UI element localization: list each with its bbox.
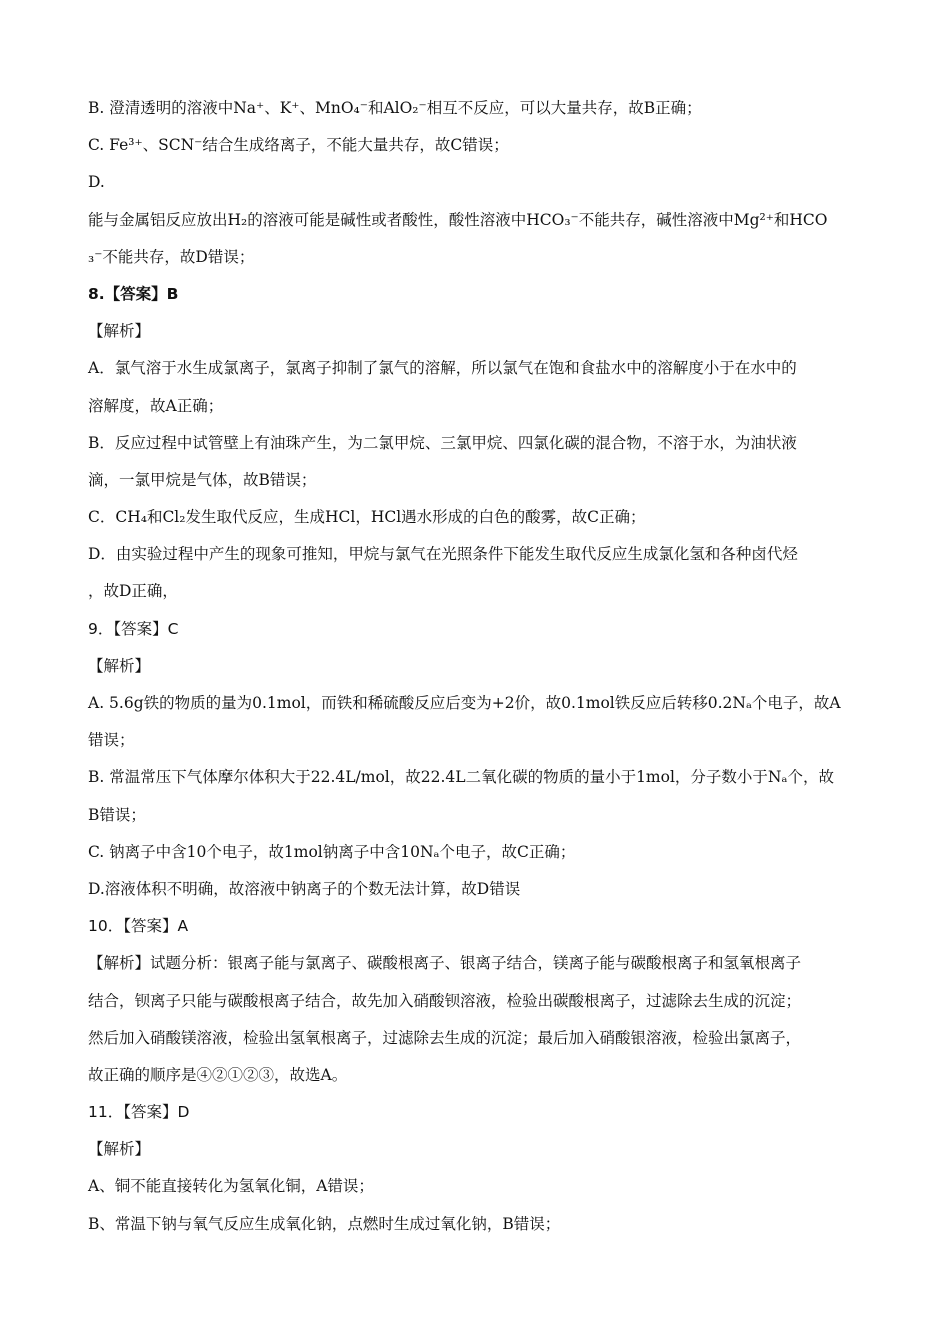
answer-heading: 8.【答案】B: [88, 284, 179, 303]
answer-heading: 10．【答案】A: [88, 917, 189, 936]
text-line: B．反应过程中试管壁上有油珠产生，为二氯甲烷、三氯甲烷、四氯化碳的混合物，不溶于水，为油状液: [88, 433, 797, 452]
text-line: B、常温下钠与氧气反应生成氧化钠，点燃时生成过氧化钠，B错误；: [88, 1214, 561, 1233]
answer-heading: 9．【答案】C: [88, 619, 179, 638]
text-line: C. 钠离子中含10个电子，故1mol钠离子中含10Nₐ个电子，故C正确；: [88, 842, 576, 861]
text-line: B. 常温常压下气体摩尔体积大于22.4L/mol，故22.4L二氧化碳的物质的量小于1mol，分子数小于Nₐ个，故: [88, 768, 834, 787]
text-line: A、铜不能直接转化为氢氧化铜，A错误；: [88, 1177, 374, 1196]
answer-heading: 11．【答案】D: [88, 1103, 190, 1122]
text-line: 溶解度，故A正确；: [88, 396, 224, 415]
text-line: D.: [88, 173, 105, 192]
text-line: B. 澄清透明的溶液中Na⁺、K⁺、MnO₄⁻和AlO₂⁻相互不反应，可以大量共存，故B正确；: [88, 99, 702, 117]
analysis-heading: 【解析】: [88, 322, 151, 341]
text-line: 【解析】试题分析：银离子能与氯离子、碳酸根离子、银离子结合，镁离子能与碳酸根离子和氢氧根离子: [88, 954, 802, 973]
text-line: 然后加入硝酸镁溶液，检验出氢氧根离子，过滤除去生成的沉淀；最后加入硝酸银溶液，检验出氯离子，: [88, 1028, 802, 1047]
analysis-heading: 【解析】: [88, 1140, 151, 1159]
text-line: ₃⁻不能共存，故D错误；: [88, 247, 255, 266]
text-line: 能与金属铝反应放出H₂的溶液可能是碱性或者酸性，酸性溶液中HCO₃⁻不能共存，碱性溶液中Mg²⁺和HCO: [88, 210, 828, 229]
text-line: 错误；: [88, 731, 135, 750]
text-line: 滴，一氯甲烷是气体，故B错误；: [88, 470, 317, 489]
text-line: 故正确的顺序是④②①②③，故选A。: [88, 1065, 348, 1084]
document-page: [88, 90, 868, 1243]
text-line: ，故D正确，: [88, 582, 178, 601]
text-line: B错误；: [88, 805, 146, 824]
text-line: 结合，钡离子只能与碳酸根离子结合，故先加入硝酸钡溶液，检验出碳酸根离子，过滤除去生成的沉淀；: [88, 991, 802, 1010]
text-line: A．氯气溶于水生成氯离子，氯离子抑制了氯气的溶解，所以氯气在饱和食盐水中的溶解度小于在水中的: [88, 359, 797, 378]
text-line: D．由实验过程中产生的现象可推知，甲烷与氯气在光照条件下能发生取代反应生成氯化氢和各种卤代烃: [88, 545, 798, 564]
text-line: C．CH₄和Cl₂发生取代反应，生成HCl，HCl遇水形成的白色的酸雾，故C正确；: [88, 508, 646, 527]
analysis-heading: 【解析】: [88, 656, 151, 675]
text-line: C. Fe³⁺、SCN⁻结合生成络离子，不能大量共存，故C错误；: [88, 136, 509, 155]
text-line: D.溶液体积不明确，故溶液中钠离子的个数无法计算，故D错误: [88, 879, 521, 898]
text-line: A. 5.6g铁的物质的量为0.1mol，而铁和稀硫酸反应后变为+2价，故0.1mol铁反应后转移0.2Nₐ个电子，故A: [88, 694, 841, 712]
